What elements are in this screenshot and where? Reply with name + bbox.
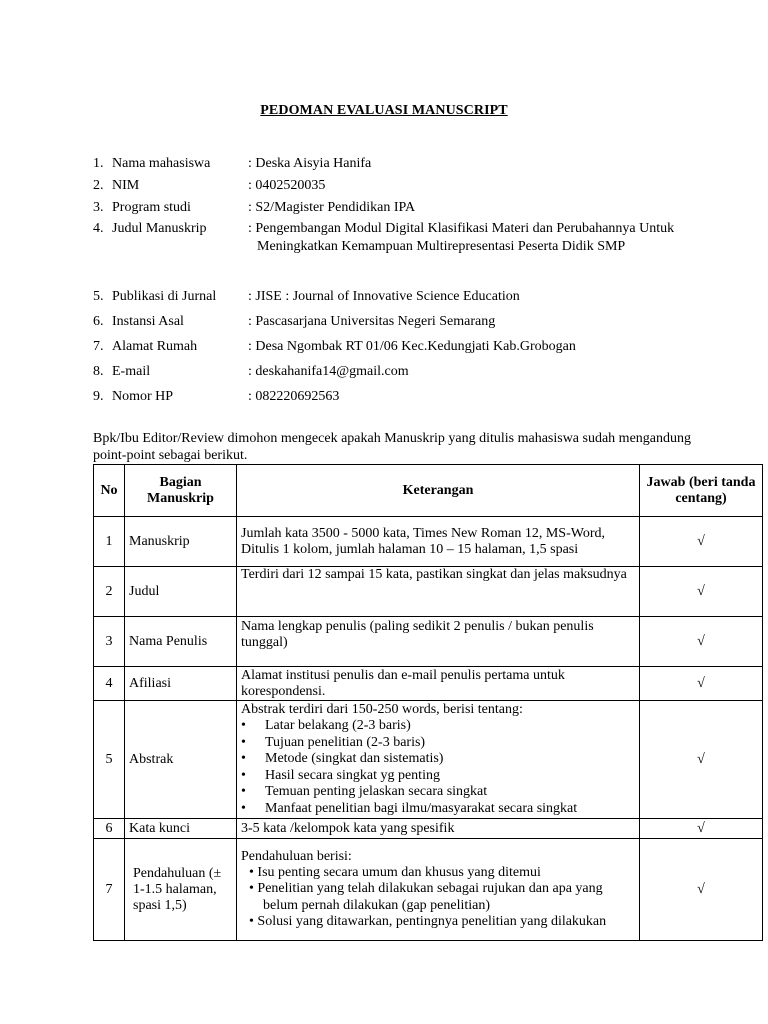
row-number: 3 <box>94 617 125 667</box>
info-number: 8. <box>93 364 104 379</box>
info-instansi <box>93 312 733 332</box>
info-label: Judul Manuskrip <box>112 221 207 236</box>
list-item: • Latar belakang (2-3 baris) <box>241 718 635 735</box>
abstrak-bullet-list <box>241 718 635 817</box>
info-nomor-hp <box>93 387 733 407</box>
row-number: 4 <box>94 667 125 701</box>
info-label: NIM <box>112 178 140 193</box>
row-number: 5 <box>94 701 125 819</box>
info-nama <box>93 154 733 174</box>
info-number: 5. <box>93 289 104 304</box>
info-value: : Deska Aisyia Hanifa <box>248 156 372 171</box>
table-row <box>94 701 763 819</box>
row-number: 7 <box>94 839 125 941</box>
table-header-row <box>94 465 763 517</box>
row-number: 1 <box>94 517 125 567</box>
check-mark-cell[interactable]: √ <box>640 567 763 617</box>
info-nim <box>93 176 733 196</box>
info-value: : Pascasarjana Universitas Negeri Semarang <box>248 314 496 329</box>
info-label: Nama mahasiswa <box>112 156 211 171</box>
list-item: • Manfaat penelitian bagi ilmu/masyarakat secara singkat <box>241 801 635 818</box>
list-item: • Metode (singkat dan sistematis) <box>241 751 635 768</box>
list-item: • Penelitian yang telah dilakukan sebagai rujukan dan apa yang belum pernah dilakukan (gap penelitian) <box>249 881 603 913</box>
row-keterangan-cell <box>237 701 640 819</box>
check-mark-cell[interactable]: √ <box>640 819 763 839</box>
table-row <box>94 567 763 617</box>
row-bagian: Abstrak <box>125 701 237 819</box>
info-number: 2. <box>93 178 104 193</box>
row-keterangan: Alamat institusi penulis dan e-mail penulis pertama untuk korespondensi. <box>237 667 640 701</box>
page-title: PEDOMAN EVALUASI MANUSCRIPT <box>260 103 508 118</box>
info-value: : 082220692563 <box>248 389 340 404</box>
row-bagian: Afiliasi <box>125 667 237 701</box>
info-number: 1. <box>93 156 104 171</box>
info-value: : JISE : Journal of Innovative Science Education <box>248 289 520 304</box>
table-row <box>94 819 763 839</box>
info-email <box>93 362 733 382</box>
info-publikasi <box>93 287 733 307</box>
table-row <box>94 517 763 567</box>
table-row <box>94 617 763 667</box>
header-no: No <box>94 465 125 517</box>
info-number: 3. <box>93 200 104 215</box>
row-keterangan: 3-5 kata /kelompok kata yang spesifik <box>237 819 640 839</box>
row-keterangan: Jumlah kata 3500 - 5000 kata, Times New Roman 12, MS-Word, Ditulis 1 kolom, jumlah halaman 10 – 15 halaman, 1,5 spasi <box>237 517 640 567</box>
row-keterangan: Pendahuluan berisi: <box>241 848 352 864</box>
row-keterangan: Abstrak terdiri dari 150-250 words, berisi tentang: <box>241 702 523 717</box>
header-keterangan: Keterangan <box>237 465 640 517</box>
info-value-continued: Meningkatkan Kemampuan Multirepresentasi Peserta Didik SMP <box>257 239 626 254</box>
info-number: 9. <box>93 389 104 404</box>
table-row <box>94 839 763 941</box>
info-label: Instansi Asal <box>112 314 184 329</box>
info-alamat <box>93 337 733 357</box>
row-keterangan-cell <box>237 839 640 941</box>
check-mark-cell[interactable]: √ <box>640 617 763 667</box>
info-judul <box>93 219 733 259</box>
info-value: : deskahanifa14@gmail.com <box>248 364 409 379</box>
info-value: : Pengembangan Modul Digital Klasifikasi Materi dan Perubahannya Untuk <box>248 221 675 236</box>
row-keterangan: Nama lengkap penulis (paling sedikit 2 penulis / bukan penulis tunggal) <box>237 617 640 667</box>
check-mark-cell[interactable]: √ <box>640 701 763 819</box>
row-bagian: Nama Penulis <box>125 617 237 667</box>
info-value: : Desa Ngombak RT 01/06 Kec.Kedungjati Kab.Grobogan <box>248 339 576 354</box>
check-mark-cell[interactable]: √ <box>640 839 763 941</box>
header-jawab: Jawab (beri tanda centang) <box>640 465 763 517</box>
row-number: 6 <box>94 819 125 839</box>
info-label: Alamat Rumah <box>112 339 198 354</box>
info-program-studi <box>93 198 733 218</box>
info-label: Nomor HP <box>112 389 174 404</box>
pendahuluan-bullet-list <box>241 865 635 931</box>
info-value: : S2/Magister Pendidikan IPA <box>248 200 416 215</box>
info-number: 7. <box>93 339 104 354</box>
intro-paragraph: Bpk/Ibu Editor/Review dimohon mengecek apakah Manuskrip yang ditulis mahasiswa sudah mengandung point-point sebagai berikut. <box>93 431 691 463</box>
list-item: • Solusi yang ditawarkan, pentingnya penelitian yang dilakukan <box>249 914 607 929</box>
list-item: • Hasil secara singkat yg penting <box>241 768 635 785</box>
info-label: E-mail <box>112 364 151 379</box>
info-label: Publikasi di Jurnal <box>112 289 217 304</box>
check-mark-cell[interactable]: √ <box>640 667 763 701</box>
check-mark-cell[interactable]: √ <box>640 517 763 567</box>
info-number: 4. <box>93 221 104 236</box>
info-number: 6. <box>93 314 104 329</box>
row-bagian: Pendahuluan (± 1-1.5 halaman, spasi 1,5) <box>125 839 237 941</box>
row-bagian: Judul <box>125 567 237 617</box>
evaluation-table <box>93 464 763 941</box>
row-bagian: Kata kunci <box>125 819 237 839</box>
list-item: • Tujuan penelitian (2-3 baris) <box>241 735 635 752</box>
row-keterangan: Terdiri dari 12 sampai 15 kata, pastikan singkat dan jelas maksudnya <box>237 567 640 617</box>
info-value: : 0402520035 <box>248 178 326 193</box>
row-bagian: Manuskrip <box>125 517 237 567</box>
header-bagian: Bagian Manuskrip <box>125 465 237 517</box>
list-item: • Temuan penting jelaskan secara singkat <box>241 784 635 801</box>
table-row <box>94 667 763 701</box>
list-item: • Isu penting secara umum dan khusus yang ditemui <box>249 864 541 880</box>
info-label: Program studi <box>112 200 191 215</box>
row-number: 2 <box>94 567 125 617</box>
